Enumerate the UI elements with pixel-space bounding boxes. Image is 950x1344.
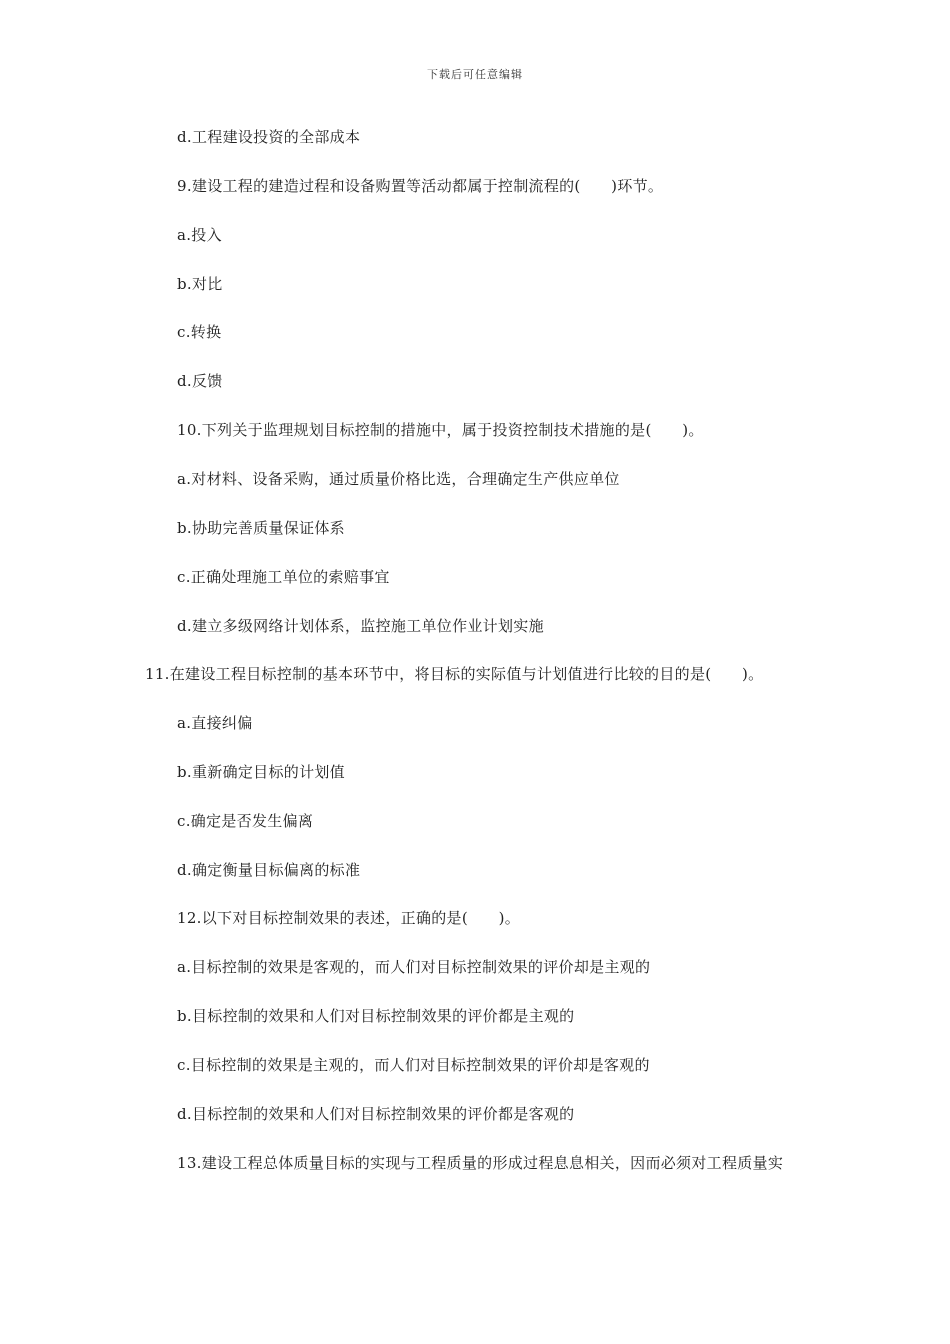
question-12: 12.以下对目标控制效果的表述，正确的是( )。 <box>177 909 521 927</box>
option-12b: b.目标控制的效果和人们对目标控制效果的评价都是主观的 <box>177 1007 575 1025</box>
option-9b: b.对比 <box>177 275 223 293</box>
question-10: 10.下列关于监理规划目标控制的措施中，属于投资控制技术措施的是( )。 <box>177 421 704 439</box>
option-11c: c.确定是否发生偏离 <box>177 812 314 830</box>
option-10c: c.正确处理施工单位的索赔事宜 <box>177 568 390 586</box>
option-11a: a.直接纠偏 <box>177 714 253 732</box>
option-10a: a.对材料、设备采购，通过质量价格比选，合理确定生产供应单位 <box>177 470 620 488</box>
option-12a: a.目标控制的效果是客观的，而人们对目标控制效果的评价却是主观的 <box>177 958 651 976</box>
question-11: 11.在建设工程目标控制的基本环节中，将目标的实际值与计划值进行比较的目的是( )。 <box>145 665 764 683</box>
question-9: 9.建设工程的建造过程和设备购置等活动都属于控制流程的( )环节。 <box>177 177 664 195</box>
option-9d: d.反馈 <box>177 372 223 390</box>
option-10d: d.建立多级网络计划体系，监控施工单位作业计划实施 <box>177 617 544 635</box>
option-12c: c.目标控制的效果是主观的，而人们对目标控制效果的评价却是客观的 <box>177 1056 650 1074</box>
option-10b: b.协助完善质量保证体系 <box>177 519 345 537</box>
option-9c: c.转换 <box>177 323 222 341</box>
option-11b: b.重新确定目标的计划值 <box>177 763 345 781</box>
option-12d: d.目标控制的效果和人们对目标控制效果的评价都是客观的 <box>177 1105 575 1123</box>
question-13: 13.建设工程总体质量目标的实现与工程质量的形成过程息息相关，因而必须对工程质量实 <box>177 1154 784 1172</box>
option-8d: d.工程建设投资的全部成本 <box>177 128 361 146</box>
option-11d: d.确定衡量目标偏离的标准 <box>177 861 361 879</box>
option-9a: a.投入 <box>177 226 222 244</box>
page-header: 下载后可任意编辑 <box>427 68 523 81</box>
